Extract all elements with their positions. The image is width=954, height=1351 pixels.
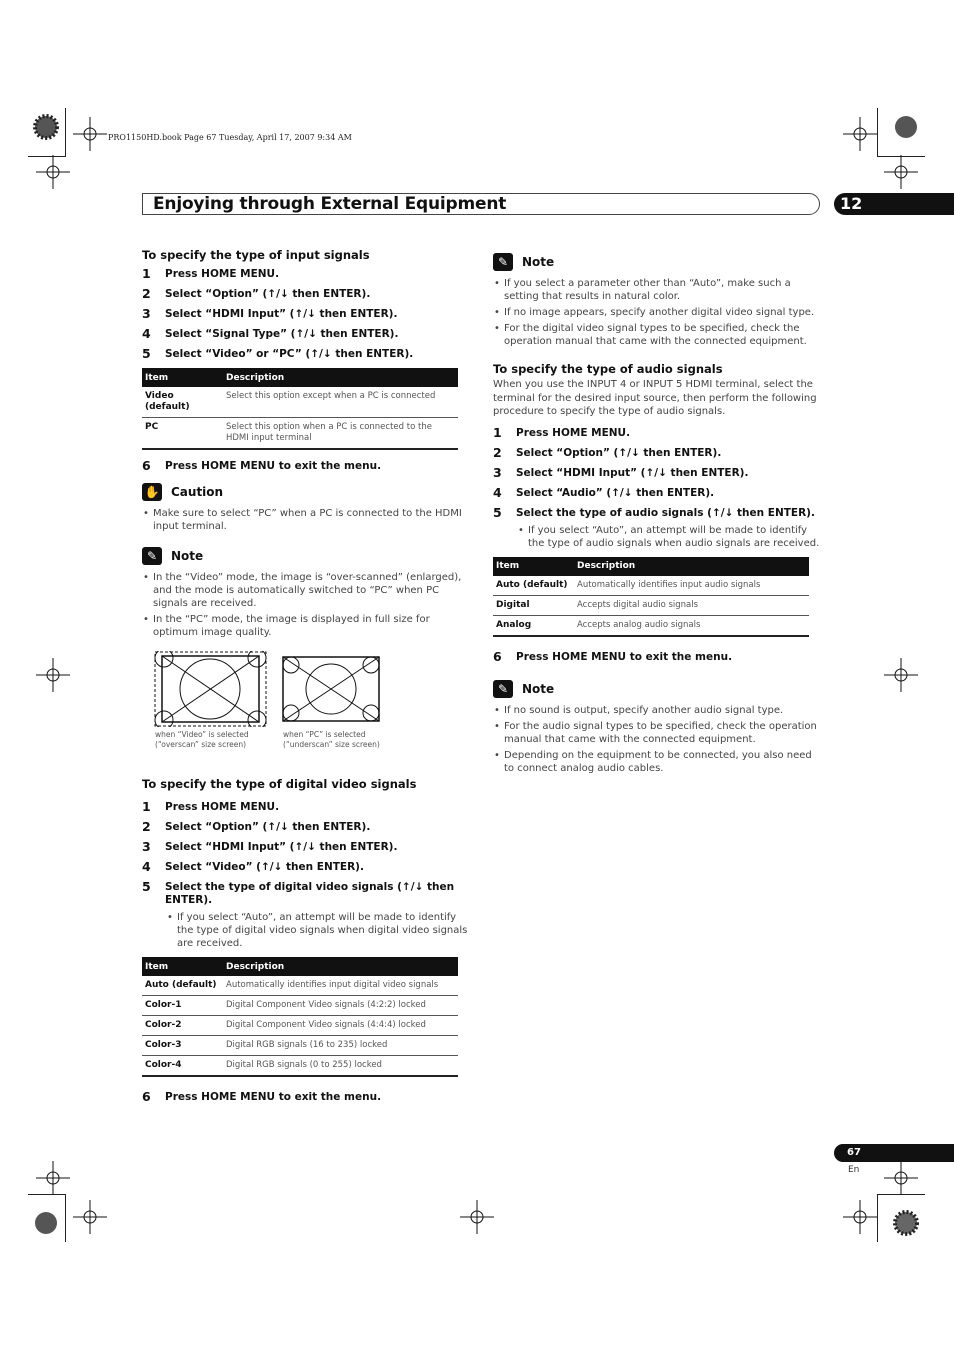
table-header-description: Description xyxy=(223,957,458,976)
step-text: Select “HDMI Input” (↑/↓ then ENTER). xyxy=(516,466,749,479)
section-title: To specify the type of input signals xyxy=(142,248,370,262)
step xyxy=(142,861,472,874)
table-cell-item: Color-3 xyxy=(142,1036,223,1056)
registration-target-icon xyxy=(29,1206,63,1240)
step xyxy=(493,464,823,480)
step-number: 5 xyxy=(493,504,502,520)
step-number: 3 xyxy=(493,464,502,480)
step-text: Select the type of digital video signals (↑/↓ then ENTER). xyxy=(165,881,455,906)
table-cell-description: Digital RGB signals (16 to 235) locked xyxy=(223,1036,458,1056)
table-cell-item: PC xyxy=(142,418,223,450)
step-number: 3 xyxy=(142,306,151,321)
table-cell-description: Digital Component Video signals (4:4:4) locked xyxy=(223,1016,458,1036)
table-row xyxy=(142,1036,458,1056)
table-header-description: Description xyxy=(223,368,458,387)
crosshair-icon xyxy=(843,1200,877,1234)
note-text: • For the audio signal types to be specified, check the operation manual that came with the connected equipment. xyxy=(493,720,823,746)
note-text: • In the “Video” mode, the image is “over-scanned” (enlarged), and the mode is automatically switched to “PC” when PC signals are received. xyxy=(142,571,472,610)
pencil-note-icon: ✎ xyxy=(493,253,513,271)
crosshair-icon xyxy=(36,155,70,189)
registration-target-icon xyxy=(889,1206,923,1240)
note-label: Note xyxy=(171,549,204,563)
crosshair-icon xyxy=(73,1200,107,1234)
step-number: 6 xyxy=(493,648,502,664)
crop-line xyxy=(877,1194,878,1242)
caution-text: • Make sure to select “PC” when a PC is connected to the HDMI input terminal. xyxy=(142,507,472,533)
step xyxy=(142,1091,472,1104)
step-text: Select “HDMI Input” (↑/↓ then ENTER). xyxy=(165,308,398,320)
step xyxy=(493,424,823,440)
input-signal-table xyxy=(142,368,458,450)
note-heading xyxy=(142,547,472,565)
step-number: 5 xyxy=(142,346,151,361)
step xyxy=(142,348,472,361)
step-text: Press HOME MENU. xyxy=(165,801,280,813)
note-label: Note xyxy=(522,255,555,269)
table-row xyxy=(493,615,809,636)
step xyxy=(142,881,472,950)
step-text: Press HOME MENU to exit the menu. xyxy=(165,460,382,472)
note-text: • In the “PC” mode, the image is displayed in full size for optimum image quality. xyxy=(142,613,472,639)
hand-icon: ✋ xyxy=(142,483,162,501)
underscan-screen-illustration xyxy=(282,656,380,722)
step-text: Select “Option” (↑/↓ then ENTER). xyxy=(165,821,371,833)
caution-label: Caution xyxy=(171,485,224,499)
section-intro: When you use the INPUT 4 or INPUT 5 HDMI terminal, select the terminal for the desired input source, then perform the following procedure to specify the type of audio signals. xyxy=(493,379,817,417)
step-number: 3 xyxy=(142,839,151,854)
step-subnote: • If you select “Auto”, an attempt will be made to identify the type of digital video signals when digital video signals are received. xyxy=(165,911,472,950)
step xyxy=(142,268,472,281)
table-row xyxy=(142,1056,458,1077)
digital-video-table xyxy=(142,957,458,1077)
table-cell-item: Color-4 xyxy=(142,1056,223,1077)
step-number: 1 xyxy=(493,424,502,440)
crop-line xyxy=(877,108,878,156)
crop-line xyxy=(65,1194,66,1242)
step-text: Select “HDMI Input” (↑/↓ then ENTER). xyxy=(165,841,398,853)
table-cell-description: Automatically identifies input audio signals xyxy=(574,576,809,596)
step-number: 1 xyxy=(142,266,151,281)
table-cell-description: Accepts digital audio signals xyxy=(574,595,809,615)
note-text: • For the digital video signal types to be specified, check the operation manual that came with the connected equipment. xyxy=(493,322,823,348)
table-header-item: Item xyxy=(142,368,223,387)
step xyxy=(142,308,472,321)
screen-size-illustrations xyxy=(142,647,472,757)
table-cell-description: Select this option when a PC is connected to the HDMI input terminal xyxy=(223,418,458,450)
step-subnote: • If you select “Auto”, an attempt will be made to identify the type of audio signals when audio signals are received. xyxy=(516,524,823,550)
crosshair-icon xyxy=(884,1161,918,1195)
step-text: Press HOME MENU. xyxy=(516,426,631,439)
table-header-item: Item xyxy=(493,557,574,576)
table-cell-description: Automatically identifies input digital video signals xyxy=(223,976,458,996)
table-cell-item: Color-1 xyxy=(142,996,223,1016)
step-number: 6 xyxy=(142,1089,151,1104)
step xyxy=(142,801,472,814)
registration-target-icon xyxy=(889,110,923,144)
step xyxy=(142,841,472,854)
step-number: 2 xyxy=(142,819,151,834)
step xyxy=(142,821,472,834)
underscan-caption: when “PC” is selected (“underscan” size screen) xyxy=(283,730,380,749)
note-text: • If you select a parameter other than “Auto”, make such a setting that results in natural color. xyxy=(493,277,823,303)
table-cell-description: Accepts analog audio signals xyxy=(574,615,809,636)
crosshair-icon xyxy=(73,117,107,151)
note-text: • If no image appears, specify another digital video signal type. xyxy=(493,306,823,319)
chapter-number: 12 xyxy=(834,193,954,215)
table-cell-item: Auto (default) xyxy=(142,976,223,996)
note-label: Note xyxy=(522,681,555,696)
section-title: To specify the type of audio signals xyxy=(493,362,723,376)
step-text: Press HOME MENU. xyxy=(165,268,280,280)
table-row xyxy=(142,976,458,996)
registration-target-icon xyxy=(29,110,63,144)
step-number: 1 xyxy=(142,799,151,814)
crosshair-icon xyxy=(884,155,918,189)
note-text: • If no sound is output, specify another audio signal type. xyxy=(493,704,823,717)
step-text: Select “Option” (↑/↓ then ENTER). xyxy=(516,446,722,459)
audio-signal-table xyxy=(493,557,809,637)
overscan-screen-illustration xyxy=(154,651,267,727)
step-number: 5 xyxy=(142,879,151,894)
pencil-note-icon: ✎ xyxy=(493,680,513,698)
overscan-caption: when “Video” is selected (“overscan” size screen) xyxy=(155,730,249,749)
step-text: Select “Option” (↑/↓ then ENTER). xyxy=(165,288,371,300)
caution-heading xyxy=(142,483,472,501)
book-info: PRO1150HD.book Page 67 Tuesday, April 17, 2007 9:34 AM xyxy=(108,133,352,142)
table-cell-item: Video (default) xyxy=(142,387,223,418)
step xyxy=(142,328,472,341)
step xyxy=(493,444,823,460)
step-number: 6 xyxy=(142,458,151,473)
crosshair-icon xyxy=(843,117,877,151)
note-heading xyxy=(493,680,823,698)
table-cell-item: Color-2 xyxy=(142,1016,223,1036)
table-header-description: Description xyxy=(574,557,809,576)
step-number: 4 xyxy=(142,326,151,341)
table-cell-item: Digital xyxy=(493,595,574,615)
step xyxy=(493,648,823,664)
step-text: Select “Video” or “PC” (↑/↓ then ENTER). xyxy=(165,348,414,360)
crosshair-icon xyxy=(36,658,70,692)
pencil-note-icon: ✎ xyxy=(142,547,162,565)
table-cell-item: Analog xyxy=(493,615,574,636)
step-number: 4 xyxy=(493,484,502,500)
table-header-item: Item xyxy=(142,957,223,976)
table-row xyxy=(142,996,458,1016)
step-number: 2 xyxy=(142,286,151,301)
page-number: 67 xyxy=(834,1144,954,1162)
step-text: Press HOME MENU to exit the menu. xyxy=(516,650,733,663)
crosshair-icon xyxy=(36,1161,70,1195)
language-code: En xyxy=(848,1165,860,1175)
crosshair-icon xyxy=(460,1200,494,1234)
step xyxy=(493,484,823,500)
step-text: Select the type of audio signals (↑/↓ then ENTER). xyxy=(516,506,815,519)
note-heading xyxy=(493,253,823,271)
table-row xyxy=(142,418,458,450)
section-title: To specify the type of digital video signals xyxy=(142,777,417,791)
table-row xyxy=(493,576,809,596)
step-number: 2 xyxy=(493,444,502,460)
page-title: Enjoying through External Equipment xyxy=(153,194,507,214)
step-text: Press HOME MENU to exit the menu. xyxy=(165,1091,382,1103)
step xyxy=(142,288,472,301)
table-row xyxy=(493,595,809,615)
table-row xyxy=(142,387,458,418)
table-cell-description: Select this option except when a PC is connected xyxy=(223,387,458,418)
table-row xyxy=(142,1016,458,1036)
left-column xyxy=(142,248,472,1111)
table-cell-item: Auto (default) xyxy=(493,576,574,596)
step xyxy=(142,460,472,473)
right-column xyxy=(493,253,823,778)
crosshair-icon xyxy=(884,658,918,692)
step xyxy=(493,504,823,550)
note-text: • Depending on the equipment to be connected, you also need to connect analog audio cables. xyxy=(493,749,823,775)
step-text: Select “Audio” (↑/↓ then ENTER). xyxy=(516,486,715,499)
crop-line xyxy=(65,108,66,156)
table-cell-description: Digital RGB signals (0 to 255) locked xyxy=(223,1056,458,1077)
table-cell-description: Digital Component Video signals (4:2:2) locked xyxy=(223,996,458,1016)
step-number: 4 xyxy=(142,859,151,874)
step-text: Select “Signal Type” (↑/↓ then ENTER). xyxy=(165,328,399,340)
step-text: Select “Video” (↑/↓ then ENTER). xyxy=(165,861,364,873)
